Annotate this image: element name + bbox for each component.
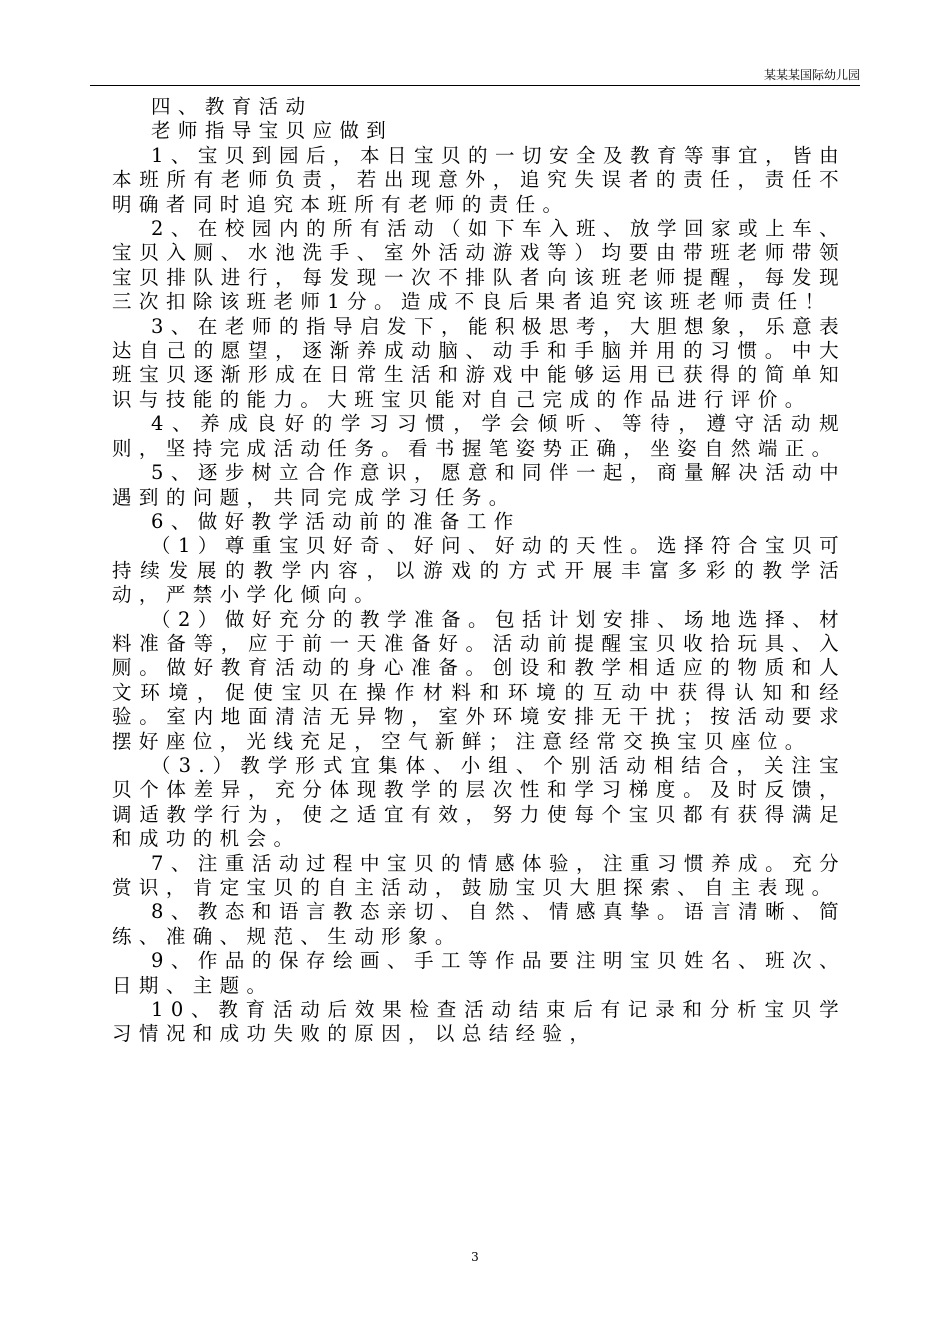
subsection-heading: 老师指导宝贝应做到 [151, 119, 394, 143]
paragraph-item-6-2: （2）做好充分的教学准备。包括计划安排、场地选择、材料准备等，应于前一天准备好。活动前提醒宝贝收拾玩具、入厕。做好教育活动的身心准备。创设和教学相适应的物质和人文环境，促使宝贝在操作材料和环境的互动中获得认知和经验。室内地面清洁无异物，室外环境安排无干扰；按活动要求摆好座位，光线充足，空气新鲜；注意经常交换宝贝座位。 [112, 607, 846, 753]
header-divider [90, 85, 860, 86]
paragraph-item-6-3: （3.）教学形式宜集体、小组、个别活动相结合，关注宝贝个体差异，充分体现教学的层次性和学习梯度。及时反馈，调适教学行为，使之适宜有效，努力使每个宝贝都有获得满足和成功的机会。 [112, 753, 846, 851]
paragraph-item-9: 9、作品的保存绘画、手工等作品要注明宝贝姓名、班次、日期、主题。 [112, 949, 846, 997]
page-number: 3 [471, 1250, 479, 1264]
paragraph-item-1: 1、宝贝到园后，本日宝贝的一切安全及教育等事宜，皆由本班所有老师负责，若出现意外，追究失误者的责任，责任不明确者同时追究本班所有老师的责任。 [112, 143, 846, 216]
paragraph-item-3: 3、在老师的指导启发下，能积极思考，大胆想象，乐意表达自己的愿望，逐渐养成动脑、动手和手脑并用的习惯。中大班宝贝逐渐形成在日常生活和游戏中能够运用已获得的简单知识与技能的能力。大班宝贝能对自己完成的作品进行评价。 [112, 314, 846, 411]
document-body [112, 95, 846, 1047]
paragraph-item-5: 5、逐步树立合作意识，愿意和同伴一起，商量解决活动中遇到的问题，共同完成学习任务。 [112, 461, 846, 509]
document-header-title: 某某某国际幼儿园 [763, 68, 860, 82]
section-heading: 四、教育活动 [151, 95, 313, 118]
paragraph-item-6: 6、做好教学活动前的准备工作 [151, 509, 521, 533]
paragraph-item-10: 10、教育活动后效果检查活动结束后有记录和分析宝贝学习情况和成功失败的原因，以总结经验， [112, 998, 846, 1046]
paragraph-item-6-1: （1）尊重宝贝好奇、好问、好动的天性。选择符合宝贝可持续发展的教学内容，以游戏的方式开展丰富多彩的教学活动，严禁小学化倾向。 [112, 534, 846, 607]
paragraph-item-2: 2、在校园内的所有活动（如下车入班、放学回家或上车、宝贝入厕、水池洗手、室外活动游戏等）均要由带班老师带领宝贝排队进行，每发现一次不排队者向该班老师提醒，每发现三次扣除该班老师1分。造成不良后果者追究该班老师责任！ [112, 217, 846, 314]
paragraph-item-4: 4、养成良好的学习习惯，学会倾听、等待，遵守活动规则，坚持完成活动任务。看书握笔姿势正确，坐姿自然端正。 [112, 412, 846, 460]
paragraph-item-8: 8、教态和语言教态亲切、自然、情感真挚。语言清晰、简练、准确、规范、生动形象。 [112, 900, 846, 948]
paragraph-item-7: 7、注重活动过程中宝贝的情感体验，注重习惯养成。充分赏识，肯定宝贝的自主活动，鼓励宝贝大胆探索、自主表现。 [112, 851, 846, 899]
